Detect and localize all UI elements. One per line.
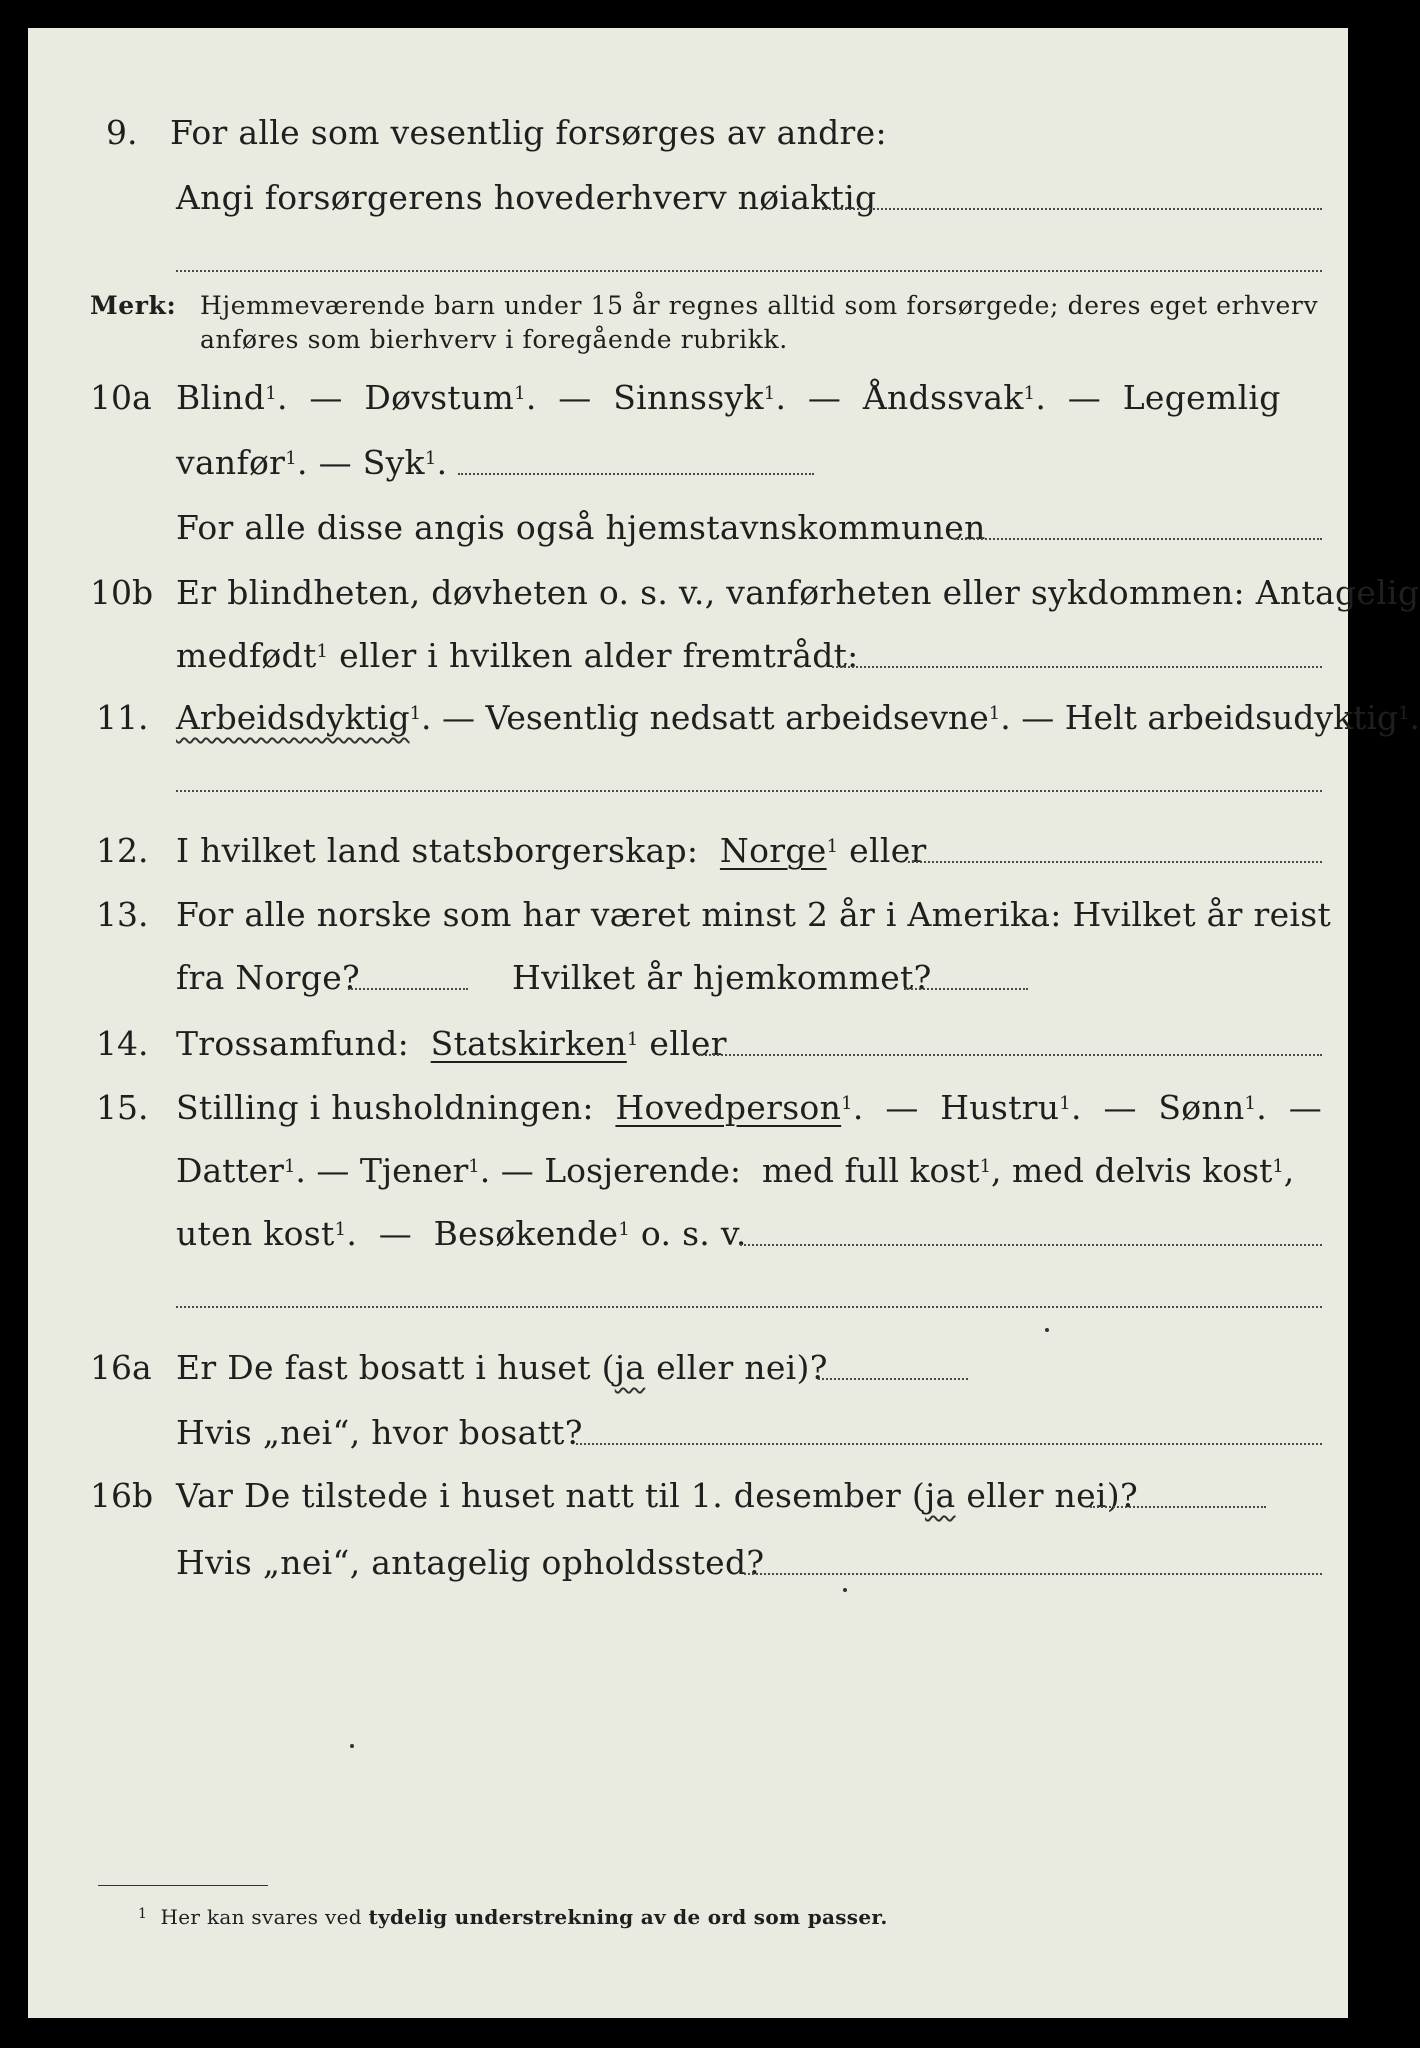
footnote-rule: [98, 1885, 268, 1886]
q16b-line1: Var De tilstede i huset natt til 1. desember (ja eller nei)?: [176, 1476, 1138, 1515]
q9-number: 9.: [106, 113, 138, 152]
q12-line: I hvilket land statsborgerskap: Norge$^1$ eller: [176, 831, 927, 870]
q12-number: 12.: [96, 831, 149, 870]
q16b-ja-underlined: ja: [925, 1476, 956, 1515]
q11-arbeidsdyktig-underlined: Arbeidsdyktig: [176, 698, 410, 737]
q9-answer-line-2[interactable]: [176, 270, 1322, 272]
q13-fra-answer-line[interactable]: [348, 988, 468, 990]
q15-answer-line[interactable]: [740, 1244, 1322, 1246]
q15-answer-line-2[interactable]: [176, 1306, 1322, 1308]
merk-label: Merk:: [90, 291, 177, 320]
q15-line3: uten kost$^1$. — Besøkende$^1$ o. s. v.: [176, 1214, 747, 1253]
q10a-line3: For alle disse angis også hjemstavnskommunen: [176, 508, 986, 547]
q10a-answer-line[interactable]: [458, 473, 814, 475]
q13-hjem: Hvilket år hjemkommet?: [512, 958, 932, 997]
q10b-number: 10b: [90, 573, 154, 612]
q9-answer-line[interactable]: [822, 208, 1322, 210]
q15-hovedperson-underlined: Hovedperson: [615, 1088, 842, 1127]
footnote: $^1$ Her kan svares ved tydelig understrekning av de ord som passer.: [138, 1905, 888, 1929]
q10a-line2: vanfør$^1$. — Syk$^1$.: [176, 443, 448, 482]
q10b-line1: Er blindheten, døvheten o. s. v., vanførheten eller sykdommen: Antagelig: [176, 573, 1420, 612]
q13-fra: fra Norge?: [176, 958, 361, 997]
q16a-line2: Hvis „nei“, hvor bosatt?: [176, 1413, 583, 1452]
q10a-hjemstavn-line[interactable]: [954, 538, 1322, 540]
paper-speck: [350, 1744, 354, 1748]
paper-speck: [843, 1588, 847, 1592]
q16a-answer-line[interactable]: [818, 1378, 968, 1380]
q12-norge-underlined: Norge: [719, 831, 827, 870]
merk-line2: anføres som bierhverv i foregående rubrikk.: [200, 325, 788, 354]
q10a-line1: Blind$^1$. — Døvstum$^1$. — Sinnssyk$^1$. — Åndssvak$^1$. — Legemlig: [176, 378, 1281, 417]
q16b-opholdssted-line[interactable]: [744, 1573, 1322, 1575]
form-page: [28, 28, 1420, 2018]
q10a-number: 10a: [90, 378, 152, 417]
q16b-number: 16b: [90, 1476, 154, 1515]
q9-line1: For alle som vesentlig forsørges av andre:: [170, 113, 887, 152]
q14-number: 14.: [96, 1024, 149, 1063]
merk-line1: Hjemmeværende barn under 15 år regnes alltid som forsørgede; deres eget erhverv: [200, 291, 1319, 320]
q16a-bosatt-line[interactable]: [576, 1443, 1322, 1445]
q9-line2: Angi forsørgerens hovederhverv nøiaktig: [176, 178, 877, 217]
q14-statskirken-underlined: Statskirken: [430, 1024, 627, 1063]
q10b-answer-line[interactable]: [832, 666, 1322, 668]
q14-line: Trossamfund: Statskirken$^1$ eller: [176, 1024, 727, 1063]
q13-hjem-answer-line[interactable]: [904, 988, 1028, 990]
q16b-answer-line[interactable]: [1090, 1506, 1266, 1508]
q16a-ja-underlined: ja: [614, 1348, 646, 1387]
q13-number: 13.: [96, 895, 149, 934]
q15-line1: Stilling i husholdningen: Hovedperson$^1$. — Hustru$^1$. — Sønn$^1$. —: [176, 1088, 1322, 1127]
q15-line2: Datter$^1$. — Tjener$^1$. — Losjerende: med full kost$^1$, med delvis kost$^1$,: [176, 1151, 1295, 1190]
paper-speck: [1045, 1328, 1049, 1332]
q11-answer-line[interactable]: [176, 790, 1322, 792]
q16b-line2: Hvis „nei“, antagelig opholdssted?: [176, 1543, 765, 1582]
q11-number: 11.: [96, 698, 149, 737]
q15-number: 15.: [96, 1088, 149, 1127]
q10b-line2: medfødt$^1$ eller i hvilken alder fremtrådt:: [176, 636, 859, 675]
q16a-number: 16a: [90, 1348, 152, 1387]
q11-line: Arbeidsdyktig$^1$. — Vesentlig nedsatt arbeidsevne$^1$. — Helt arbeidsudyktig$^1$.: [176, 698, 1420, 737]
q13-line1: For alle norske som har været minst 2 år i Amerika: Hvilket år reist: [176, 895, 1332, 934]
q14-answer-line[interactable]: [698, 1054, 1322, 1056]
q12-answer-line[interactable]: [908, 861, 1322, 863]
q16a-line1: Er De fast bosatt i huset (ja eller nei)?: [176, 1348, 828, 1387]
